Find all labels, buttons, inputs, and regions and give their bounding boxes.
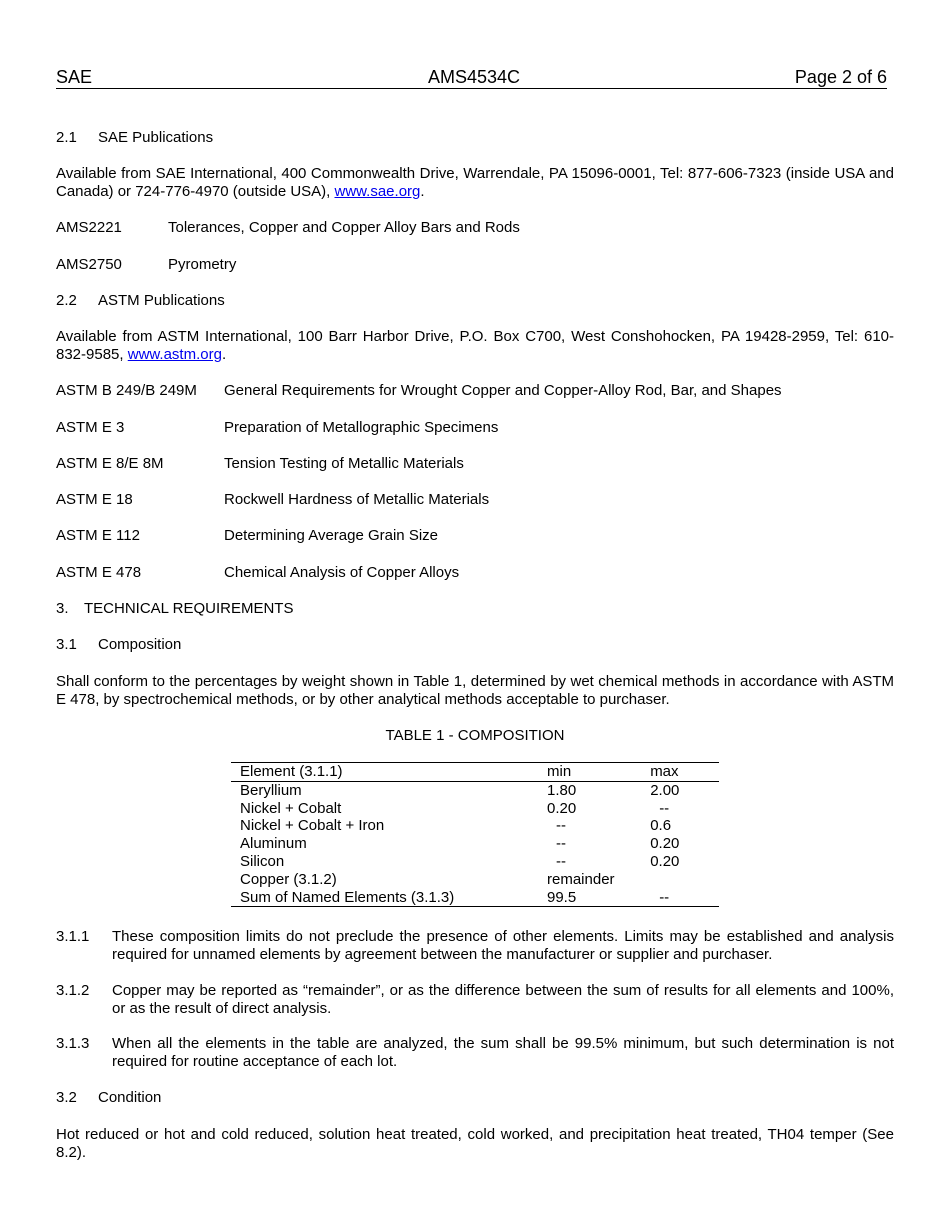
reference-code: AMS2221 xyxy=(56,219,122,236)
element-cell: Nickel + Cobalt + Iron xyxy=(240,817,385,835)
reference-title: Preparation of Metallographic Specimens xyxy=(224,419,499,436)
reference-title: Determining Average Grain Size xyxy=(224,527,438,544)
reference-code: ASTM E 3 xyxy=(56,419,125,436)
table-row xyxy=(231,781,719,799)
section-title: Composition xyxy=(98,636,182,653)
subsection-3-1-3 xyxy=(56,1035,894,1071)
subsection-number: 3.1.1 xyxy=(56,928,90,945)
min-cell: -- xyxy=(556,835,566,853)
astm-availability-end: . xyxy=(221,346,227,363)
max-cell xyxy=(641,871,719,889)
reference-code: ASTM E 112 xyxy=(56,527,140,544)
table-header-row xyxy=(231,763,719,782)
page-header xyxy=(56,66,887,89)
min-cell: remainder xyxy=(547,870,615,888)
reference-title: Pyrometry xyxy=(168,256,237,273)
reference-code: ASTM B 249/B 249M xyxy=(56,382,197,399)
composition-paragraph: Shall conform to the percentages by weight shown in Table 1, determined by wet chemical methods in accordance with ASTM E 478, by spectrochemical methods, or by other analytical methods acceptable to purchaser. xyxy=(56,673,894,708)
max-cell: 0.20 xyxy=(650,852,680,870)
header-doc-number: AMS4534C xyxy=(428,67,521,87)
min-cell: -- xyxy=(556,852,566,870)
max-cell: -- xyxy=(641,889,719,907)
table-row xyxy=(231,817,719,835)
column-header: max xyxy=(641,763,719,782)
sae-availability-paragraph xyxy=(56,165,894,201)
astm-availability-paragraph xyxy=(56,328,894,364)
section-2-2-heading xyxy=(56,292,225,310)
composition-table xyxy=(231,762,719,907)
section-3-1-heading xyxy=(56,636,181,654)
subsection-3-1-1 xyxy=(56,928,894,964)
astm-availability-text: Available from ASTM International, 100 Barr Harbor Drive, P.O. Box C700, West Conshohocken, PA 19428-2959, Tel: 610-832-9585, xyxy=(56,328,894,363)
table-title: TABLE 1 - COMPOSITION xyxy=(385,727,565,744)
sae-website-link[interactable]: www.sae.org xyxy=(334,183,421,200)
condition-paragraph: Hot reduced or hot and cold reduced, solution heat treated, cold worked, and precipitation heat treated, TH04 temper (See 8.2). xyxy=(56,1126,894,1161)
min-cell: 0.20 xyxy=(547,799,577,817)
reference-title: Chemical Analysis of Copper Alloys xyxy=(224,564,460,581)
section-3-heading xyxy=(56,600,293,618)
section-number: 3.1 xyxy=(56,636,77,653)
subsection-text: These composition limits do not preclude the presence of other elements. Limits may be established and analysis required for unnamed elements by agreement between the manufacturer or supplier and purchaser. xyxy=(112,928,894,963)
section-title: Condition xyxy=(98,1089,162,1106)
max-cell: -- xyxy=(659,799,670,817)
min-cell: 1.80 xyxy=(547,781,577,799)
element-cell: Silicon xyxy=(240,852,285,870)
header-org: SAE xyxy=(56,67,93,87)
table-row xyxy=(231,889,719,907)
element-cell: Nickel + Cobalt xyxy=(240,799,342,817)
subsection-number: 3.1.2 xyxy=(56,982,90,999)
section-number: 2.2 xyxy=(56,292,77,309)
table-row xyxy=(231,835,719,853)
table-row xyxy=(231,800,719,818)
column-header: min xyxy=(538,763,641,782)
reference-code: ASTM E 8/E 8M xyxy=(56,455,164,472)
section-title: TECHNICAL REQUIREMENTS xyxy=(84,600,294,617)
section-3-2-heading xyxy=(56,1089,161,1107)
astm-website-link[interactable]: www.astm.org xyxy=(127,346,222,363)
element-cell: Aluminum xyxy=(240,835,307,853)
section-title: SAE Publications xyxy=(98,129,214,146)
reference-code: ASTM E 18 xyxy=(56,491,133,508)
reference-title: Rockwell Hardness of Metallic Materials xyxy=(224,491,490,508)
min-cell: 99.5 xyxy=(538,889,641,907)
reference-code: ASTM E 478 xyxy=(56,564,142,581)
table-row xyxy=(231,871,719,889)
sae-availability-text: Available from SAE International, 400 Commonwealth Drive, Warrendale, PA 15096-0001, Tel: 877-606-7323 (inside USA and Canada) or 724-776-4970 (outside USA), xyxy=(56,165,894,200)
header-page-number: Page 2 of 6 xyxy=(794,67,887,87)
reference-title: Tension Testing of Metallic Materials xyxy=(224,455,464,472)
max-cell: 0.6 xyxy=(650,817,672,835)
subsection-text: Copper may be reported as “remainder”, or as the difference between the sum of results for all elements and 100%, or as the result of direct analysis. xyxy=(112,982,894,1017)
sae-availability-end: . xyxy=(420,183,425,200)
max-cell: 2.00 xyxy=(650,781,680,799)
element-cell: Copper (3.1.2) xyxy=(240,870,337,888)
subsection-number: 3.1.3 xyxy=(56,1035,90,1052)
section-title: ASTM Publications xyxy=(98,292,225,309)
section-2-1-heading xyxy=(56,129,213,147)
element-cell: Sum of Named Elements (3.1.3) xyxy=(231,889,538,907)
reference-title: General Requirements for Wrought Copper and Copper-Alloy Rod, Bar, and Shapes xyxy=(224,382,782,399)
section-number: 3.2 xyxy=(56,1089,77,1106)
column-header: Element (3.1.1) xyxy=(231,763,538,782)
reference-title: Tolerances, Copper and Copper Alloy Bars and Rods xyxy=(168,219,520,236)
max-cell: 0.20 xyxy=(650,835,680,853)
reference-code: AMS2750 xyxy=(56,256,122,273)
element-cell: Beryllium xyxy=(240,781,302,799)
subsection-3-1-2 xyxy=(56,982,894,1018)
section-number: 2.1 xyxy=(56,129,77,146)
table-row xyxy=(231,853,719,871)
min-cell: -- xyxy=(556,817,566,835)
section-number: 3. xyxy=(56,600,69,617)
subsection-text: When all the elements in the table are analyzed, the sum shall be 99.5% minimum, but such determination is not required for routine acceptance of each lot. xyxy=(112,1035,894,1070)
